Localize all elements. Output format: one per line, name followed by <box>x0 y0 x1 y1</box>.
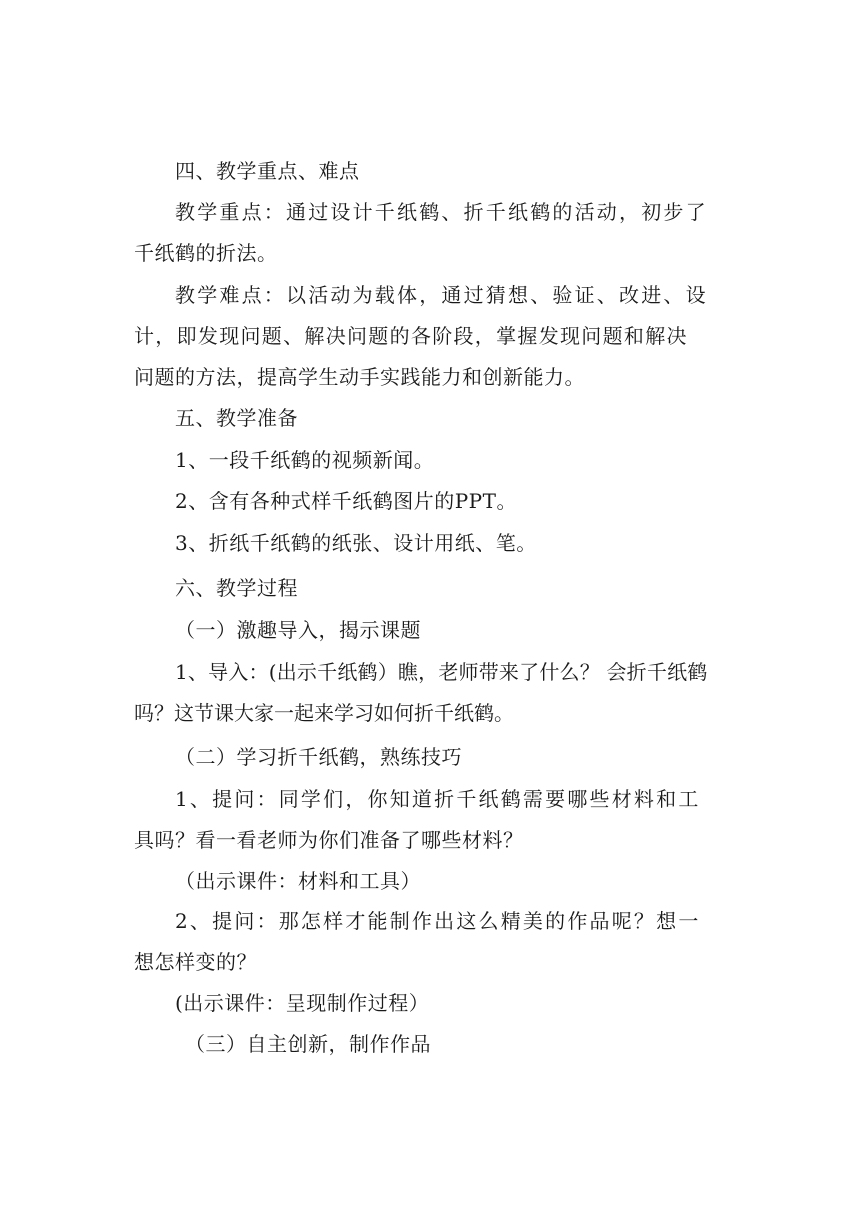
paragraph-line: 1、导入：(出示千纸鹤）瞧，老师带来了什么？ 会折千纸鹤 <box>175 660 708 684</box>
paragraph-line: 1、提问：同学们，你知道折千纸鹤需要哪些材料和工 <box>175 787 701 811</box>
paragraph-line: 教学难点：以活动为载体，通过猜想、验证、改进、设 <box>175 283 708 307</box>
paragraph-line: 问题的方法，提高学生动手实践能力和创新能力。 <box>134 365 585 389</box>
paragraph-line: 教学重点：通过设计千纸鹤、折千纸鹤的活动，初步了 <box>175 200 708 224</box>
list-item: 1、一段千纸鹤的视频新闻。 <box>175 448 435 472</box>
subheading: （二）学习折千纸鹤，熟练技巧 <box>175 745 462 769</box>
list-item: 2、含有各种式样千纸鹤图片的PPT。 <box>175 489 517 513</box>
paragraph-line: (出示课件：呈现制作过程） <box>175 991 430 1015</box>
heading-teaching-preparation: 五、教学准备 <box>175 406 298 430</box>
list-item: 3、折纸千纸鹤的纸张、设计用纸、笔。 <box>175 531 537 555</box>
paragraph-line: 具吗？看一看老师为你们准备了哪些材料？ <box>134 828 524 852</box>
paragraph-line: 千纸鹤的折法。 <box>134 241 278 265</box>
paragraph-line: 2、提问：那怎样才能制作出这么精美的作品呢？想一 <box>175 909 701 933</box>
subheading: （三）自主创新，制作作品 <box>185 1032 431 1056</box>
paragraph-line: 吗？这节课大家一起来学习如何折千纸鹤。 <box>134 701 514 725</box>
heading-teaching-focus: 四、教学重点、难点 <box>175 159 360 183</box>
paragraph-line: 计，即发现问题、解决问题的各阶段，掌握发现问题和解决 <box>134 324 688 348</box>
paragraph-line: 想怎样变的？ <box>134 950 257 974</box>
paragraph-line: （出示课件：材料和工具） <box>175 869 421 893</box>
subheading: （一）激趣导入，揭示课题 <box>175 618 421 642</box>
heading-teaching-process: 六、教学过程 <box>175 576 298 600</box>
